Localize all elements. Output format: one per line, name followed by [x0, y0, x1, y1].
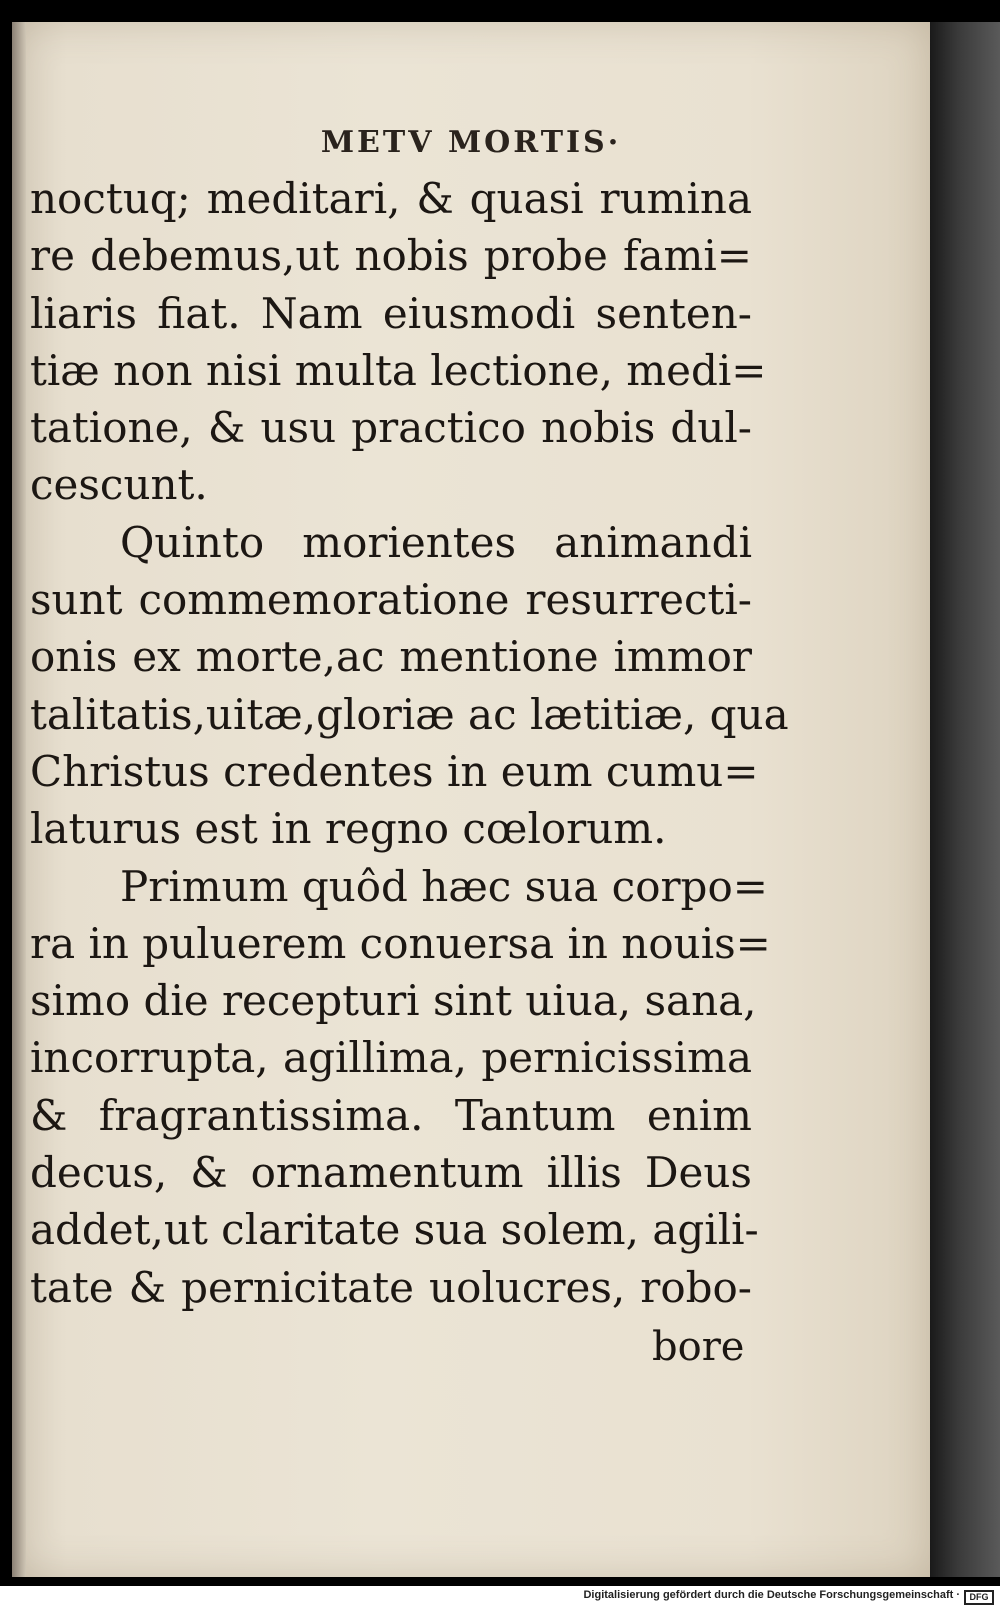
- text-line: re debemus,ut nobis probe fami=: [30, 231, 752, 281]
- running-head: METV MORTIS·: [320, 125, 622, 160]
- text-line: cescunt.: [30, 460, 208, 510]
- text-line: onis ex morte,ac mentione immor: [30, 632, 752, 682]
- text-line: noctuq; meditari, & quasi rumina: [30, 174, 752, 223]
- text-line: liaris fiat. Nam eiusmodi senten-: [30, 288, 752, 338]
- text-line: decus, & ornamentum illis Deus: [30, 1148, 752, 1198]
- text-line: laturus est in regno cœlorum.: [30, 804, 667, 854]
- page-gutter: [12, 22, 26, 1577]
- text-line: & fragrantissima. Tantum enim: [30, 1090, 752, 1140]
- footer-credit: Digitalisierung gefördert durch die Deutsche Forschungsgemeinschaft ·: [583, 1589, 960, 1601]
- body-text: [30, 170, 789, 1316]
- digitization-footer: [0, 1586, 1000, 1614]
- text-line: Quinto morientes animandi: [120, 517, 752, 567]
- text-line: incorrupta, agillima, pernicissima: [30, 1033, 752, 1083]
- text-line: Christus credentes in eum cumu=: [30, 746, 759, 796]
- text-line: tatione, & usu practico nobis dul-: [30, 403, 752, 453]
- text-line: tiæ non nisi multa lectione, medi=: [30, 345, 767, 395]
- scan-background-strip: [930, 22, 1000, 1577]
- dfg-logo-icon: DFG: [964, 1590, 994, 1605]
- text-line: addet,ut claritate sua solem, agili-: [30, 1205, 759, 1255]
- text-line: simo die recepturi sint uiua, sana,: [30, 976, 757, 1026]
- text-line: Primum quôd hæc sua corpo=: [120, 861, 768, 911]
- text-line: tate & pernicitate uolucres, robo-: [30, 1262, 752, 1312]
- catchword: bore: [652, 1324, 745, 1370]
- book-page: [12, 22, 930, 1577]
- text-line: sunt commemoratione resurrecti-: [30, 575, 752, 625]
- text-line: talitatis,uitæ,gloriæ ac lætitiæ, qua: [30, 689, 789, 739]
- text-line: ra in puluerem conuersa in nouis=: [30, 918, 771, 968]
